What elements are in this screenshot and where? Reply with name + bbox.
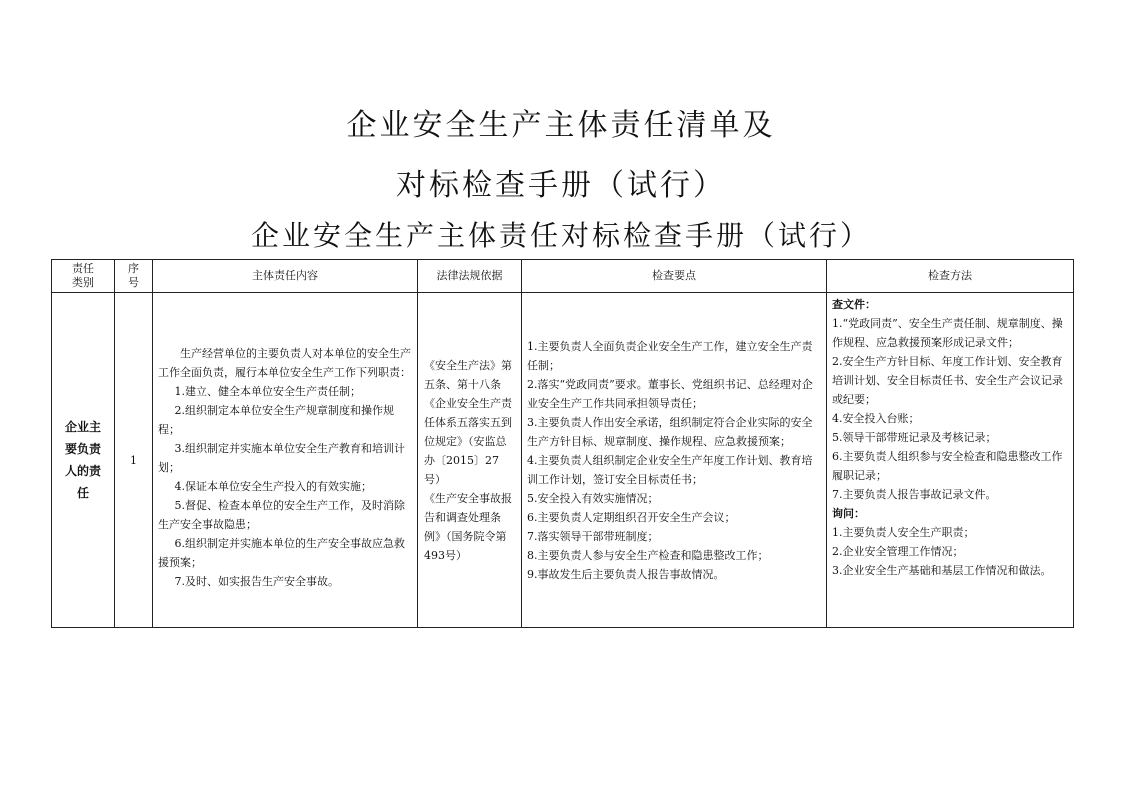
responsibility-table: [51, 259, 1074, 628]
header-method: 检查方法: [827, 260, 1074, 293]
method-doc-item: 5.领导干部带班记录及考核记录；: [832, 431, 997, 444]
content-item: 5.督促、检查本单位的安全生产工作，及时消除生产安全事故隐患；: [158, 498, 405, 531]
document-title-line2: 对标检查手册（试行）: [396, 168, 726, 203]
law-item: 《企业安全生产责任体系五落实五到位规定》（安监总办〔2015〕27号）: [424, 396, 512, 486]
cell-seq: 1: [115, 293, 153, 628]
method-doc-item: 1.“党政同责”、安全生产责任制、规章制度、操作规程、应急救援预案形成记录文件；: [832, 317, 1063, 349]
method-inquiry-item: 2.企业安全管理工作情况；: [832, 545, 964, 558]
document-title-line1: 企业安全生产主体责任清单及: [346, 108, 776, 143]
method-doc-item: 2.安全生产方针目标、年度工作计划、安全教育培训计划、安全目标责任书、安全生产会议记录或纪要；: [832, 355, 1063, 406]
content-item: 7.及时、如实报告生产安全事故。: [174, 574, 339, 588]
point-item: 5.安全投入有效实施情况；: [527, 491, 659, 505]
content-item: 2.组织制定本单位安全生产规章制度和操作规程；: [158, 403, 394, 436]
header-law: 法律法规依据: [418, 260, 522, 293]
table-row: [52, 293, 1074, 628]
method-doc-item: 4.安全投入台账；: [832, 412, 920, 425]
cell-method: [827, 293, 1074, 628]
content-intro: 生产经营单位的主要负责人对本单位的安全生产工作全面负责，履行本单位安全生产工作下列职责：: [158, 346, 411, 379]
point-item: 4.主要负责人组织制定企业安全生产年度工作计划、教育培训工作计划，签订安全目标责任书；: [527, 453, 813, 486]
content-item: 4.保证本单位安全生产投入的有效实施；: [174, 479, 372, 493]
point-item: 8.主要负责人参与安全生产检查和隐患整改工作；: [527, 548, 769, 562]
content-item: 6.组织制定并实施本单位的生产安全事故应急救援预案；: [158, 536, 405, 569]
method-inquiry-label: 询问：: [832, 507, 865, 520]
cell-content: [153, 293, 418, 628]
method-inquiry-item: 3.企业安全生产基础和基层工作情况和做法。: [832, 564, 1052, 577]
point-item: 1.主要负责人全面负责企业安全生产工作，建立安全生产责任制；: [527, 339, 813, 372]
cell-category: 企业主 要负责 人的责 任: [52, 293, 115, 628]
cell-law: [418, 293, 522, 628]
document-subtitle: 企业安全生产主体责任对标检查手册（试行）: [250, 219, 871, 252]
point-item: 6.主要负责人定期组织召开安全生产会议；: [527, 510, 736, 524]
table-header-row: [52, 260, 1074, 293]
point-item: 3.主要负责人作出安全承诺，组织制定符合企业实际的安全生产方针目标、规章制度、操作规程、应急救援预案；: [527, 415, 813, 448]
header-content: 主体责任内容: [153, 260, 418, 293]
header-points: 检查要点: [522, 260, 827, 293]
point-item: 7.落实领导干部带班制度；: [527, 529, 659, 543]
method-doc-item: 7.主要负责人报告事故记录文件。: [832, 488, 997, 501]
law-item: 《生产安全事故报告和调查处理条例》（国务院令第493号）: [424, 491, 512, 562]
point-item: 9.事故发生后主要负责人报告事故情况。: [527, 567, 725, 581]
content-item: 1.建立、健全本单位安全生产责任制；: [174, 384, 361, 398]
method-inquiry-item: 1.主要负责人安全生产职责；: [832, 526, 975, 539]
content-item: 3.组织制定并实施本单位安全生产教育和培训计划；: [158, 441, 405, 474]
method-docs-label: 查文件：: [832, 298, 876, 311]
header-category: 责任 类别: [52, 260, 115, 293]
law-item: 《安全生产法》第五条、第十八条: [424, 358, 512, 391]
point-item: 2.落实“党政同责”要求。董事长、党组织书记、总经理对企业安全生产工作共同承担领导责任；: [527, 377, 813, 410]
method-doc-item: 6.主要负责人组织参与安全检查和隐患整改工作履职记录；: [832, 450, 1063, 482]
cell-points: [522, 293, 827, 628]
header-seq: 序 号: [115, 260, 153, 293]
